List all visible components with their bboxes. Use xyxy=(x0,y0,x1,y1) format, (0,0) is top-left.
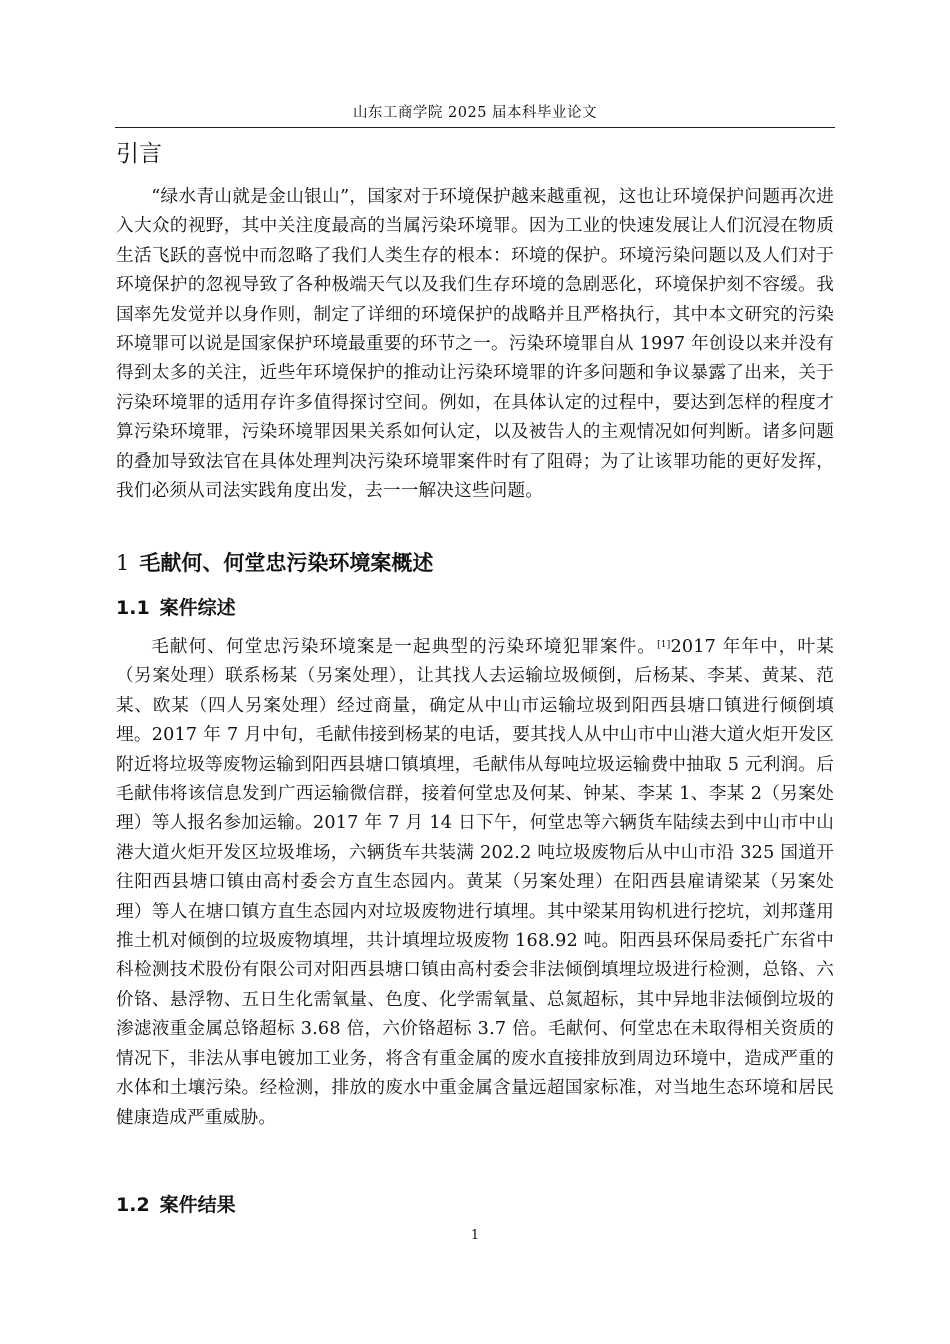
section-1-2-heading xyxy=(116,1191,236,1219)
section-1-1-title: 案件综述 xyxy=(159,597,236,619)
section-1-title: 毛献何、何堂忠污染环境案概述 xyxy=(139,551,434,575)
citation-marker[interactable]: [1] xyxy=(657,640,671,650)
intro-paragraph: “绿水青山就是金山银山”，国家对于环境保护越来越重视，这也让环境保护问题再次进入大众的视野，其中关注度最高的当属污染环境罪。因为工业的快速发展让人们沉浸在物质生活飞跃的喜悦中而忽略了我们人类生存的根本：环境的保护。环境污染问题以及人们对于环境保护的忽视导致了各种极端天气以及我们生存环境的急剧恶化，环境保护刻不容缓。我国率先发觉并以身作则，制定了详细的环境保护的战略并且严格执行，其中本文研究的污染环境罪可以说是国家保护环境最重要的环节之一。污染环境罪自从 1997 年创设以来并没有得到太多的关注，近些年环境保护的推动让污染环境罪的许多问题和争议暴露了出来，关于污染环境罪的适用存许多值得探讨空间。例如，在具体认定的过程中，要达到怎样的程度才算污染环境罪，污染环境罪因果关系如何认定，以及被告人的主观情况如何判断。诸多问题的叠加导致法官在具体处理判决污染环境罪案件时有了阻碍；为了让该罪功能的更好发挥，我们必须从司法实践角度出发，去一一解决这些问题。 xyxy=(116,187,834,502)
case-summary-paragraph xyxy=(116,633,834,1133)
page-number: 1 xyxy=(470,1228,480,1243)
header-divider xyxy=(115,127,835,128)
case-summary-rest: 2017 年年中，叶某（另案处理）联系杨某（另案处理），让其找人去运输垃圾倾倒，后杨某、李某、黄某、范某、欧某（四人另案处理）经过商量，确定从中山市运输垃圾到阳西县塘口镇进行倾倒填埋。2017 年 7 月中旬，毛献伟接到杨某的电话，要其找人从中山市中山港大道火炬开发区附近将垃圾等废物运输到阳西县塘口镇填埋，毛献伟从每吨垃圾运输费中抽取 5 元利润。后毛献伟将该信息发到广西运输微信群，接着何堂忠及何某、钟某、李某 1、李某 2（另案处理）等人报名参加运输。2017 年 7 月 14 日下午，何堂忠等六辆货车陆续去到中山市中山港大道火炬开发区垃圾堆场，六辆货车共装满 202.2 吨垃圾废物后从中山市沿 325 国道开往阳西县塘口镇由高村委会方直生态园内。黄某（另案处理）在阳西县雇请梁某（另案处理）等人在塘口镇方直生态园内对垃圾废物进行填埋。其中梁某用钩机进行挖坑，刘邦蓬用推土机对倾倒的垃圾废物填埋，共计填埋垃圾废物 168.92 吨。阳西县环保局委托广东省中科检测技术股份有限公司对阳西县塘口镇由高村委会非法倾倒填埋垃圾进行检测，总铬、六价铬、悬浮物、五日生化需氧量、色度、化学需氧量、总氮超标，其中异地非法倾倒垃圾的渗滤液重金属总铬超标 3.68 倍，六价铬超标 3.7 倍。毛献何、何堂忠在未取得相关资质的情况下，非法从事电镀加工业务，将含有重金属的废水直接排放到周边环境中，造成严重的水体和土壤污染。经检测，排放的废水中重金属含量远超国家标准，对当地生态环境和居民健康造成严重威胁。 xyxy=(116,637,835,1128)
section-1-heading xyxy=(116,548,433,578)
section-1-number: 1 xyxy=(116,551,130,575)
intro-heading: 引言 xyxy=(116,141,162,167)
section-1-1-heading xyxy=(116,594,236,622)
section-1-2-title: 案件结果 xyxy=(159,1194,236,1216)
section-1-1-number: 1.1 xyxy=(116,597,150,619)
section-1-2-number: 1.2 xyxy=(116,1194,150,1216)
case-summary-start: 毛献何、何堂忠污染环境案是一起典型的污染环境犯罪案件。 xyxy=(151,637,657,657)
running-header: 山东工商学院 2025 届本科毕业论文 xyxy=(352,105,598,121)
